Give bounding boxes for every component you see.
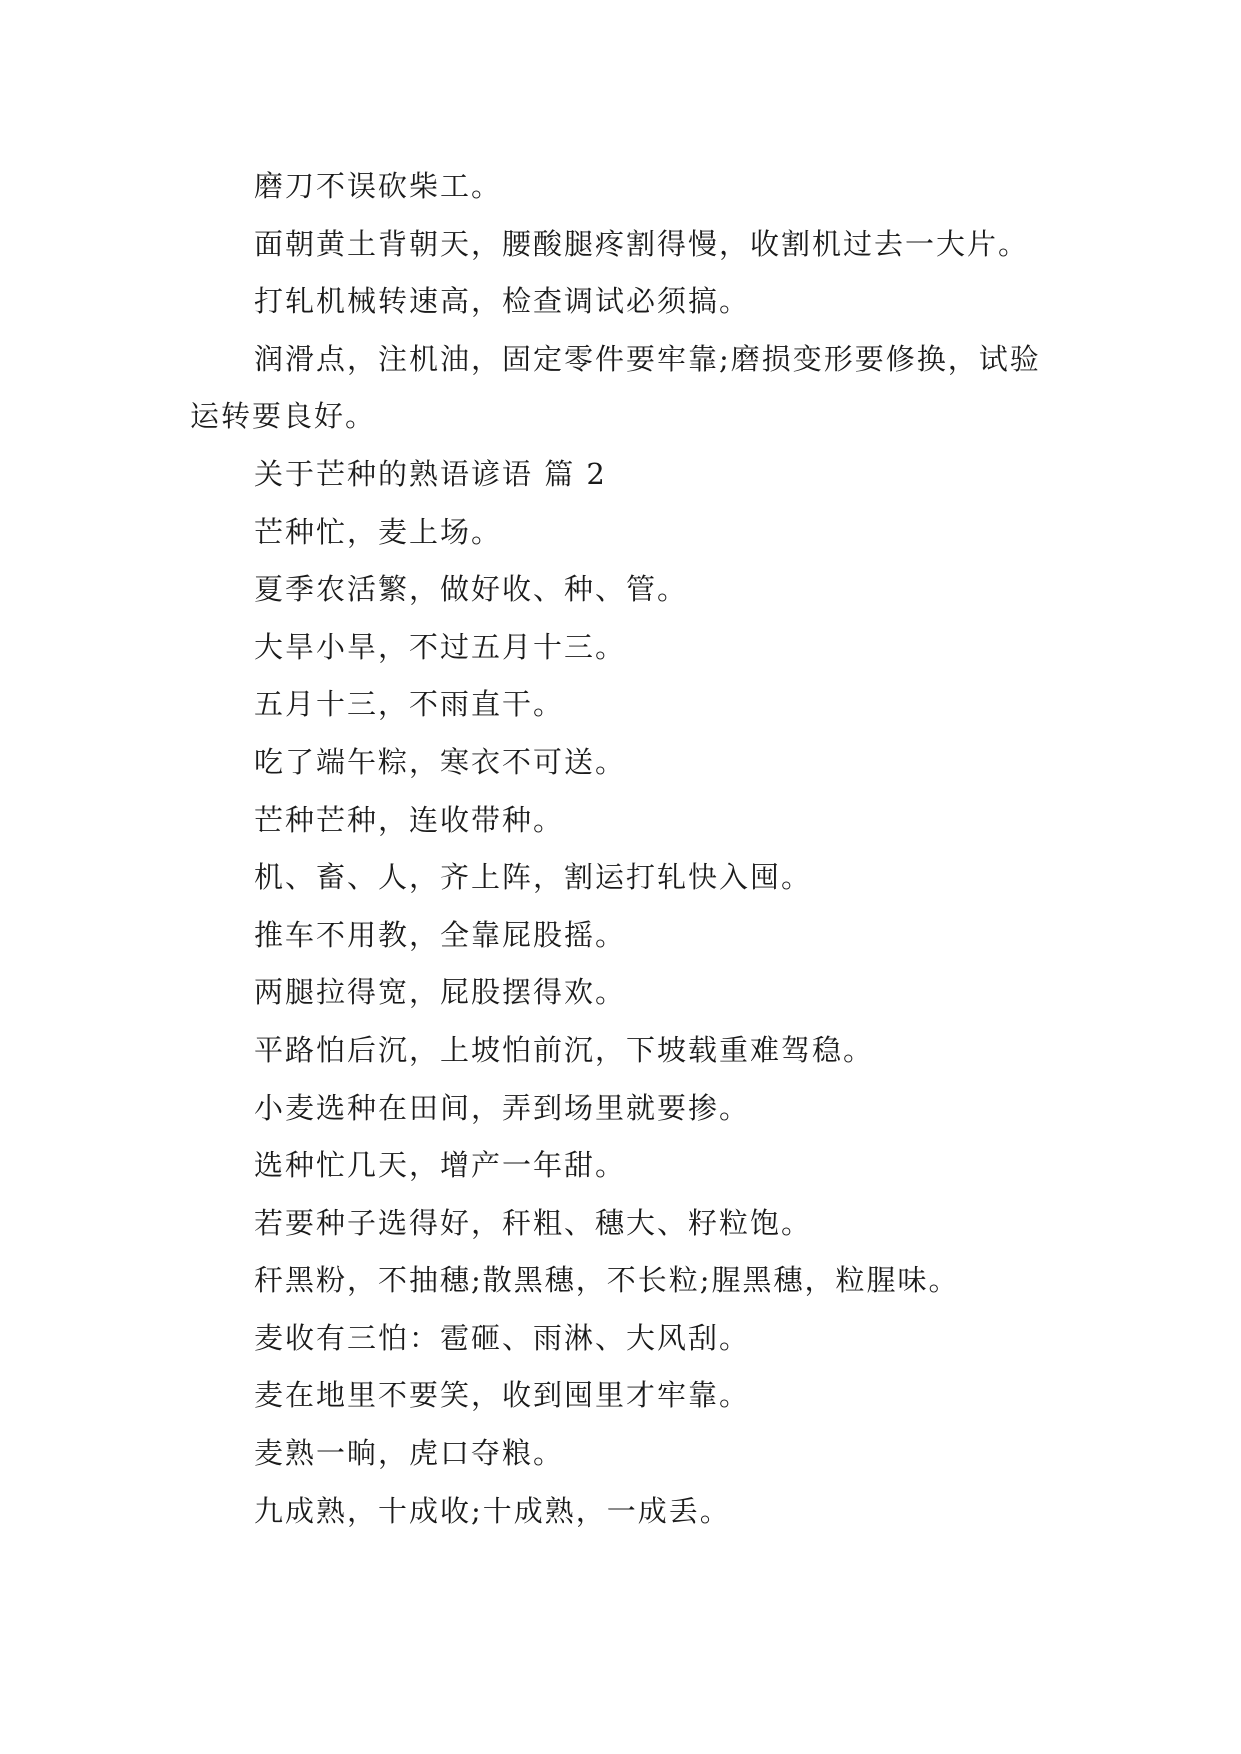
paragraph-3: 打轧机械转速高，检查调试必须搞。: [254, 284, 751, 319]
paragraph-1: 磨刀不误砍柴工。: [254, 169, 503, 203]
paragraph-17: 选种忙几天，增产一年甜。: [254, 1148, 627, 1183]
paragraph-19: 秆黑粉，不抽穗;散黑穗，不长粒;腥黑穗，粒腥味。: [254, 1263, 960, 1298]
paragraph-8: 大旱小旱，不过五月十三。: [254, 629, 627, 664]
paragraph-15: 平路怕后沉，上坡怕前沉，下坡载重难驾稳。: [254, 1032, 875, 1067]
paragraph-20: 麦收有三怕：雹砸、雨淋、大风刮。: [254, 1320, 751, 1355]
paragraph-7: 夏季农活繁，做好收、种、管。: [254, 572, 689, 607]
paragraph-2: 面朝黄土背朝天，腰酸腿疼割得慢，收割机过去一大片。: [254, 226, 1030, 261]
paragraph-21: 麦在地里不要笑，收到囤里才牢靠。: [254, 1378, 751, 1413]
paragraph-11: 芒种芒种，连收带种。: [254, 802, 565, 837]
paragraph-12: 机、畜、人，齐上阵，割运打轧快入囤。: [254, 860, 813, 895]
paragraph-16: 小麦选种在田间，弄到场里就要掺。: [254, 1090, 751, 1125]
paragraph-13: 推车不用教，全靠屁股摇。: [254, 917, 627, 952]
paragraph-9: 五月十三，不雨直干。: [254, 687, 565, 722]
document-body: [190, 158, 1070, 1540]
paragraph-18: 若要种子选得好，秆粗、穗大、籽粒饱。: [254, 1205, 813, 1240]
paragraph-14: 两腿拉得宽，屁股摆得欢。: [254, 975, 627, 1010]
paragraph-6: 芒种忙，麦上场。: [254, 514, 503, 549]
paragraph-4: 润滑点，注机油，固定零件要牢靠;磨损变形要修换，试验运转要良好。: [190, 341, 1041, 434]
paragraph-22: 麦熟一晌，虎口夺粮。: [254, 1436, 565, 1471]
paragraph-10: 吃了端午粽，寒衣不可送。: [254, 744, 627, 779]
paragraph-23: 九成熟，十成收;十成熟，一成丢。: [254, 1493, 731, 1528]
section-heading: 关于芒种的熟语谚语 篇 2: [254, 456, 607, 491]
